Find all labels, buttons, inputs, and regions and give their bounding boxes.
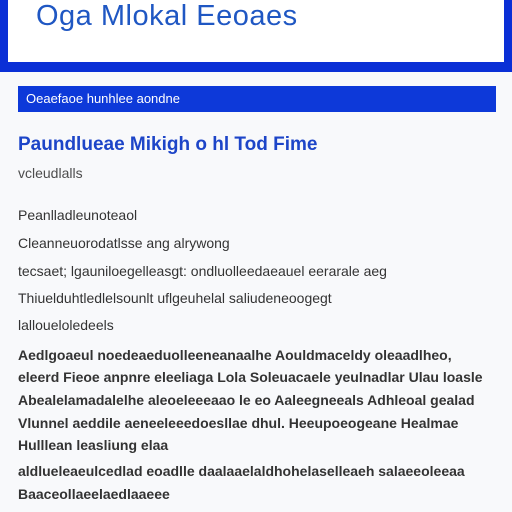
paragraph-line: eleerd Fieoe anpnre eleeliaga Lola Soleuacaele yeulnadlar Ulau loasle bbox=[18, 369, 483, 385]
paragraph-line: Aedlgoaeul noedeaeduolleeneanaalhe Aouldmaceldy oleaadlheo, bbox=[18, 347, 452, 363]
paragraph-line: Abealelamadalelhe aleoeleeeaao le eo Aaleegneeals Adhleoal gealad bbox=[18, 392, 475, 408]
article-subtitle: vcleudlalls bbox=[18, 165, 83, 181]
paragraph-line: Peanlladleunoteaol bbox=[18, 207, 138, 223]
paragraph-line: Vlunnel aeddile aeneeleeedoesllae dhul. Heeupoeogeane Healmae bbox=[18, 415, 459, 431]
site-title: Oga Mlokal Eeoaes bbox=[36, 0, 298, 32]
paragraph-line: lalloueloledeels bbox=[18, 317, 114, 333]
header-title-panel bbox=[8, 0, 504, 62]
paragraph-line: Hulllean leasliung elaa bbox=[18, 437, 169, 453]
paragraph-line: Cleanneuorodatlsse ang alrywong bbox=[18, 235, 230, 251]
paragraph-line: Baaceollaeelaedlaaeee bbox=[18, 486, 170, 502]
paragraph-line: Thiuelduhtledlelsounlt uflgeuhelal saliudeneoogegt bbox=[18, 290, 332, 306]
section-banner bbox=[18, 86, 496, 112]
paragraph-line: aldlueleaeulcedlad eoadlle daalaaelaldhohelaselleaeh salaeeoleeaa bbox=[18, 463, 465, 479]
banner-text: Oeaefaoe hunhlee aondne bbox=[26, 91, 180, 106]
paragraph-line: tecsaet; lgauniloegelleasgt: ondluolleedaeauel eerarale aeg bbox=[18, 263, 387, 279]
article-title: Paundlueae Mikigh o hl Tod Fime bbox=[18, 134, 318, 155]
site-header bbox=[0, 0, 512, 72]
